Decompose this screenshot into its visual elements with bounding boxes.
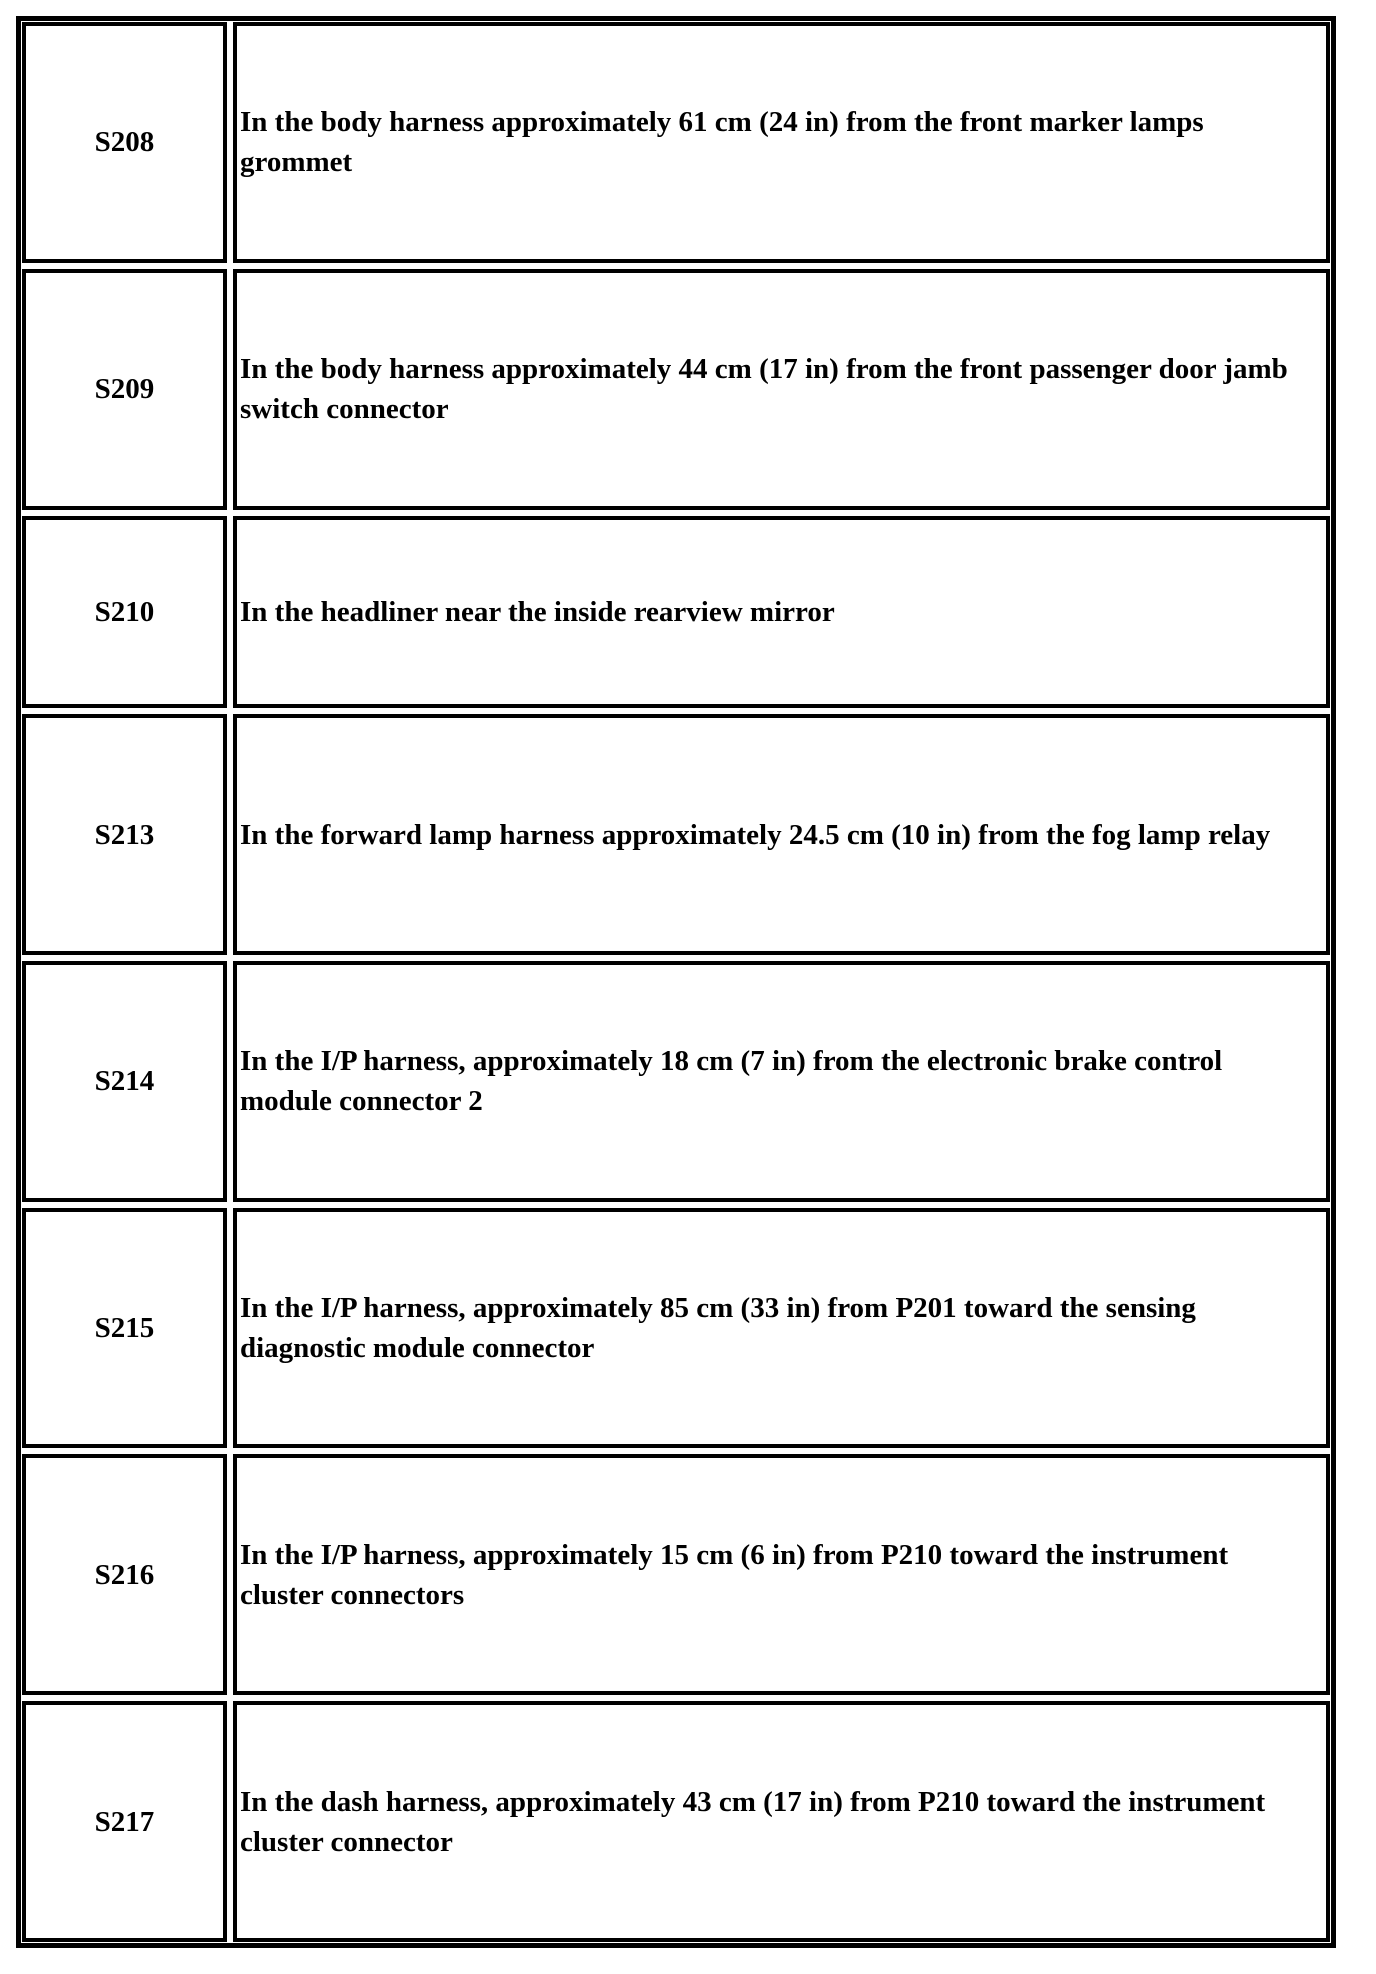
table-row <box>22 22 1330 263</box>
splice-location-cell: In the dash harness, approximately 43 cm (17 in) from P210 toward the instrument cluster connector <box>233 1701 1330 1942</box>
table-row <box>22 269 1330 510</box>
table-row <box>22 1454 1330 1695</box>
table-row <box>22 1701 1330 1942</box>
splice-location-cell: In the body harness approximately 61 cm (24 in) from the front marker lamps grommet <box>233 22 1330 263</box>
splice-location-cell: In the headliner near the inside rearview mirror <box>233 516 1330 709</box>
table-row <box>22 714 1330 955</box>
splice-id-cell: S210 <box>22 516 227 709</box>
splice-location-cell: In the body harness approximately 44 cm (17 in) from the front passenger door jamb switch connector <box>233 269 1330 510</box>
splice-id-cell: S215 <box>22 1208 227 1449</box>
splice-location-table <box>16 16 1336 1948</box>
splice-id-cell: S208 <box>22 22 227 263</box>
splice-id-cell: S216 <box>22 1454 227 1695</box>
splice-id-cell: S209 <box>22 269 227 510</box>
splice-location-cell: In the I/P harness, approximately 15 cm (6 in) from P210 toward the instrument cluster connectors <box>233 1454 1330 1695</box>
splice-id-cell: S217 <box>22 1701 227 1942</box>
splice-location-cell: In the I/P harness, approximately 18 cm (7 in) from the electronic brake control module connector 2 <box>233 961 1330 1202</box>
splice-location-cell: In the I/P harness, approximately 85 cm (33 in) from P201 toward the sensing diagnostic module connector <box>233 1208 1330 1449</box>
splice-location-cell: In the forward lamp harness approximately 24.5 cm (10 in) from the fog lamp relay <box>233 714 1330 955</box>
table-row <box>22 516 1330 709</box>
splice-id-cell: S213 <box>22 714 227 955</box>
table-row <box>22 961 1330 1202</box>
splice-id-cell: S214 <box>22 961 227 1202</box>
table-row <box>22 1208 1330 1449</box>
